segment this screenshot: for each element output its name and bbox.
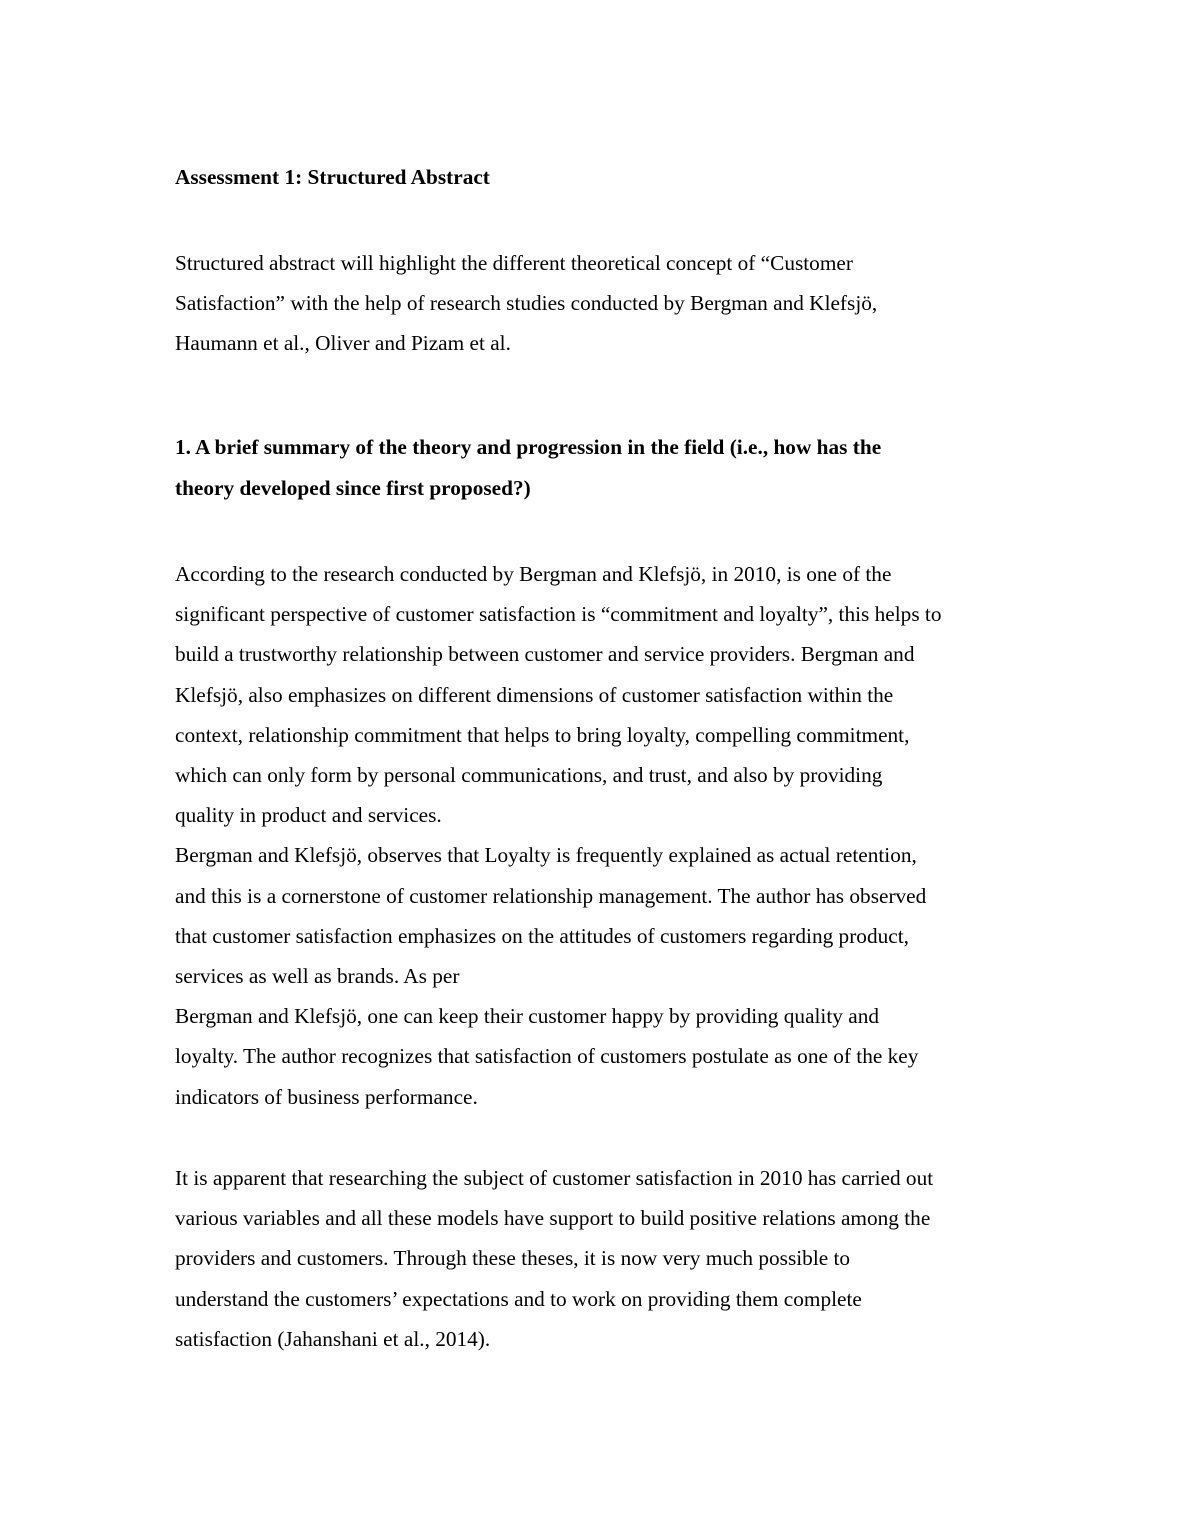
document-title xyxy=(175,157,1025,197)
text-line: various variables and all these models have support to build positive relations among the xyxy=(175,1206,931,1231)
text-line: Structured abstract will highlight the different theoretical concept of “Customer xyxy=(175,251,853,275)
text-line: build a trustworthy relationship between customer and service providers. Bergman and xyxy=(175,642,915,667)
text-line: Bergman and Klefsjö, one can keep their customer happy by providing quality and xyxy=(175,1004,879,1029)
text-line: quality in product and services. xyxy=(175,803,442,828)
text-line: Klefsjö, also emphasizes on different dimensions of customer satisfaction within the xyxy=(175,682,894,707)
document-title-text: Assessment 1: Structured Abstract xyxy=(175,165,490,189)
text-line: understand the customers’ expectations and to work on providing them complete xyxy=(175,1286,862,1311)
section-1-paragraph-2 xyxy=(175,1158,1025,1359)
section-1-paragraph-1 xyxy=(175,554,1025,1117)
text-line: Haumann et al., Oliver and Pizam et al. xyxy=(175,331,511,356)
text-line: loyalty. The author recognizes that satisfaction of customers postulate as one of the key xyxy=(175,1044,919,1069)
heading-line: theory developed since first proposed?) xyxy=(175,476,531,500)
text-line: According to the research conducted by Bergman and Klefsjö, in 2010, is one of the xyxy=(175,562,892,586)
text-line: context, relationship commitment that helps to bring loyalty, compelling commitment, xyxy=(175,722,910,747)
text-line: that customer satisfaction emphasizes on the attitudes of customers regarding product, xyxy=(175,923,909,948)
text-line: satisfaction (Jahanshani et al., 2014). xyxy=(175,1326,491,1351)
text-line: which can only form by personal communications, and trust, and also by providing xyxy=(175,763,883,788)
intro-paragraph xyxy=(175,243,1025,364)
text-line: services as well as brands. As per xyxy=(175,964,460,989)
text-line: indicators of business performance. xyxy=(175,1084,478,1109)
text-line: Satisfaction” with the help of research studies conducted by Bergman and Klefsjö, xyxy=(175,291,878,316)
text-line: Bergman and Klefsjö, observes that Loyalty is frequently explained as actual retention, xyxy=(175,843,917,868)
text-line: providers and customers. Through these theses, it is now very much possible to xyxy=(175,1246,851,1271)
section-1-heading xyxy=(175,427,1025,509)
text-line: It is apparent that researching the subject of customer satisfaction in 2010 has carried out xyxy=(175,1166,934,1190)
text-line: significant perspective of customer satisfaction is “commitment and loyalty”, this helps to xyxy=(175,602,942,627)
heading-line: 1. A brief summary of the theory and progression in the field (i.e., how has the xyxy=(175,435,882,459)
text-line: and this is a cornerstone of customer relationship management. The author has observed xyxy=(175,883,927,908)
